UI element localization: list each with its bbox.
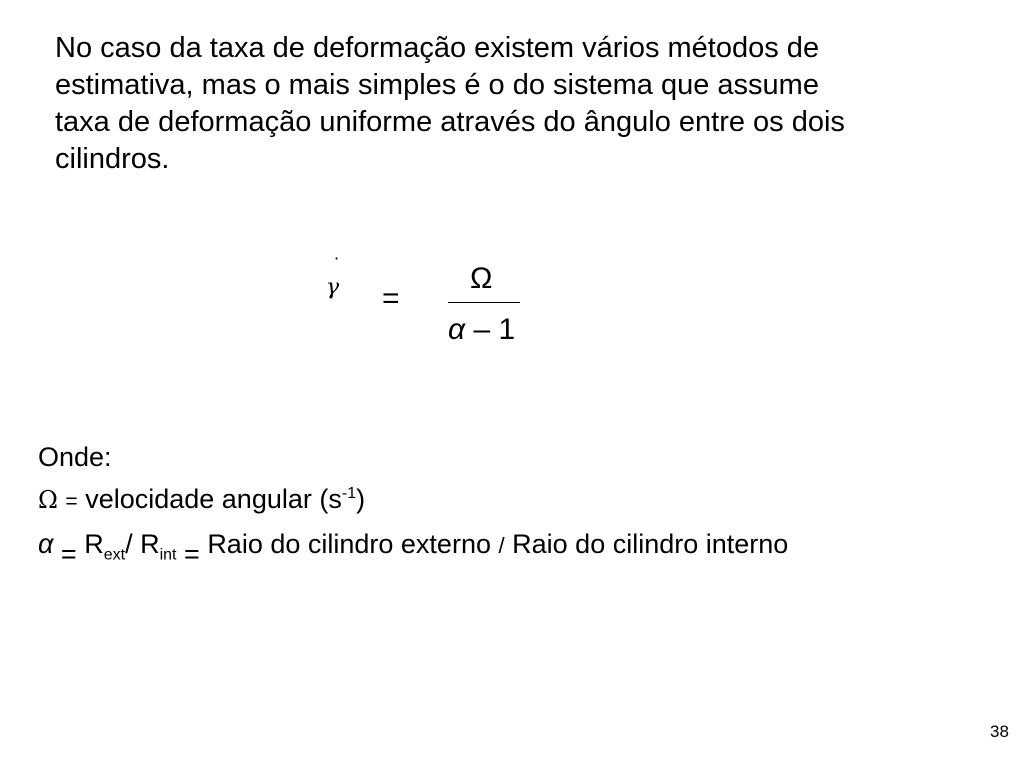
omega-exponent: -1 [341,485,357,502]
internal-radius-text: Raio do cilindro interno [512,529,789,559]
intro-line-4: cilindros. [55,143,170,175]
page-number: 38 [990,722,1009,741]
intro-line-2: estimativa, mas o mais simples é o do sistema que assume [55,69,819,101]
external-radius-text: Raio do cilindro externo [207,529,491,559]
r-ext-subscript: ext [103,546,126,564]
alpha-definition [38,523,1018,567]
alpha-symbol: α [38,529,54,559]
omega-equals: = [65,490,78,513]
omega-close: ) [356,484,366,514]
denominator-alpha: α [448,313,466,346]
text-slash: / [498,533,505,558]
definitions [38,436,1018,567]
r-int-subscript: int [159,546,177,564]
formula-numerator: Ω [470,262,493,295]
definitions-heading: Onde: [38,442,112,472]
alpha-equals-1: = [60,539,77,569]
formula-denominator [448,313,515,347]
ratio-slash: / [125,529,133,559]
gamma-symbol: γ [326,275,340,300]
intro-line-3: taxa de deformação uniforme através do ângulo entre os dois [55,106,845,138]
fraction-bar [448,302,520,303]
omega-text: velocidade angular (s [77,484,342,514]
gamma-dot: · [334,249,340,268]
r-int: R [140,529,160,559]
r-ext: R [84,529,104,559]
formula-equals: = [382,282,400,315]
alpha-equals-2: = [184,539,200,569]
omega-symbol: Ω [38,486,58,514]
intro-line-1: No caso da taxa de deformação existem vários métodos de [55,32,820,64]
denominator-rest: – 1 [465,313,516,346]
omega-definition [38,478,1018,523]
